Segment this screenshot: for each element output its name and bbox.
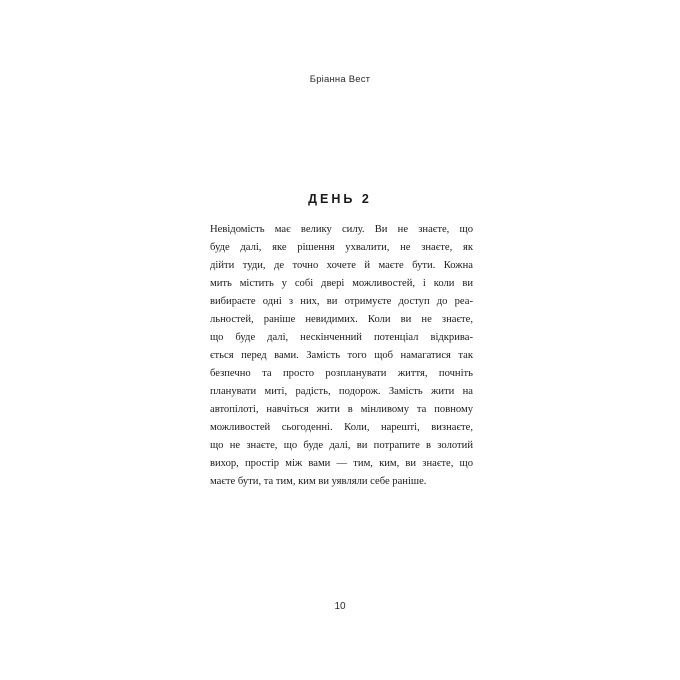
page-number: 10 xyxy=(334,601,346,612)
paragraph-line: вибираєте одні з них, ви отримуєте доступ до реа- xyxy=(210,296,473,307)
paragraph-line: ється перед вами. Замість того щоб намагатися так xyxy=(210,350,473,361)
paragraph-line: льностей, раніше невидимих. Коли ви не знаєте, xyxy=(210,314,473,325)
paragraph-line: що не знаєте, що буде далі, ви потрапите в золотий xyxy=(210,440,473,451)
paragraph-line: що буде далі, нескінченний потенціал відкрива- xyxy=(210,332,473,343)
paragraph-line: планувати миті, радість, подорож. Замість жити на xyxy=(210,386,473,397)
paragraph-line: мить містить у собі двері можливостей, і коли ви xyxy=(210,278,473,289)
paragraph-line: дійти туди, де точно хочете й маєте бути. Кожна xyxy=(210,260,473,271)
paragraph-line: вихор, простір між вами — тим, ким, ви знаєте, що xyxy=(210,458,473,469)
paragraph-line: автопілоті, навчіться жити в мінливому та повному xyxy=(210,404,473,415)
running-head-author: Бріанна Вест xyxy=(309,74,371,85)
paragraph-line: Невідомість має велику силу. Ви не знаєте, що xyxy=(210,224,473,235)
paragraph-line: безпечно та просто розпланувати життя, почніть xyxy=(210,368,473,379)
paragraph-line: можливостей сьогоденні. Коли, нарешті, визнаєте, xyxy=(210,422,473,433)
chapter-title: ДЕНЬ 2 xyxy=(308,192,372,206)
body-paragraph xyxy=(210,221,473,491)
paragraph-line-last: маєте бути, та тим, ким ви уявляли себе раніше. xyxy=(210,476,427,487)
paragraph-line: буде далі, яке рішення ухвалити, не знаєте, як xyxy=(210,242,473,253)
